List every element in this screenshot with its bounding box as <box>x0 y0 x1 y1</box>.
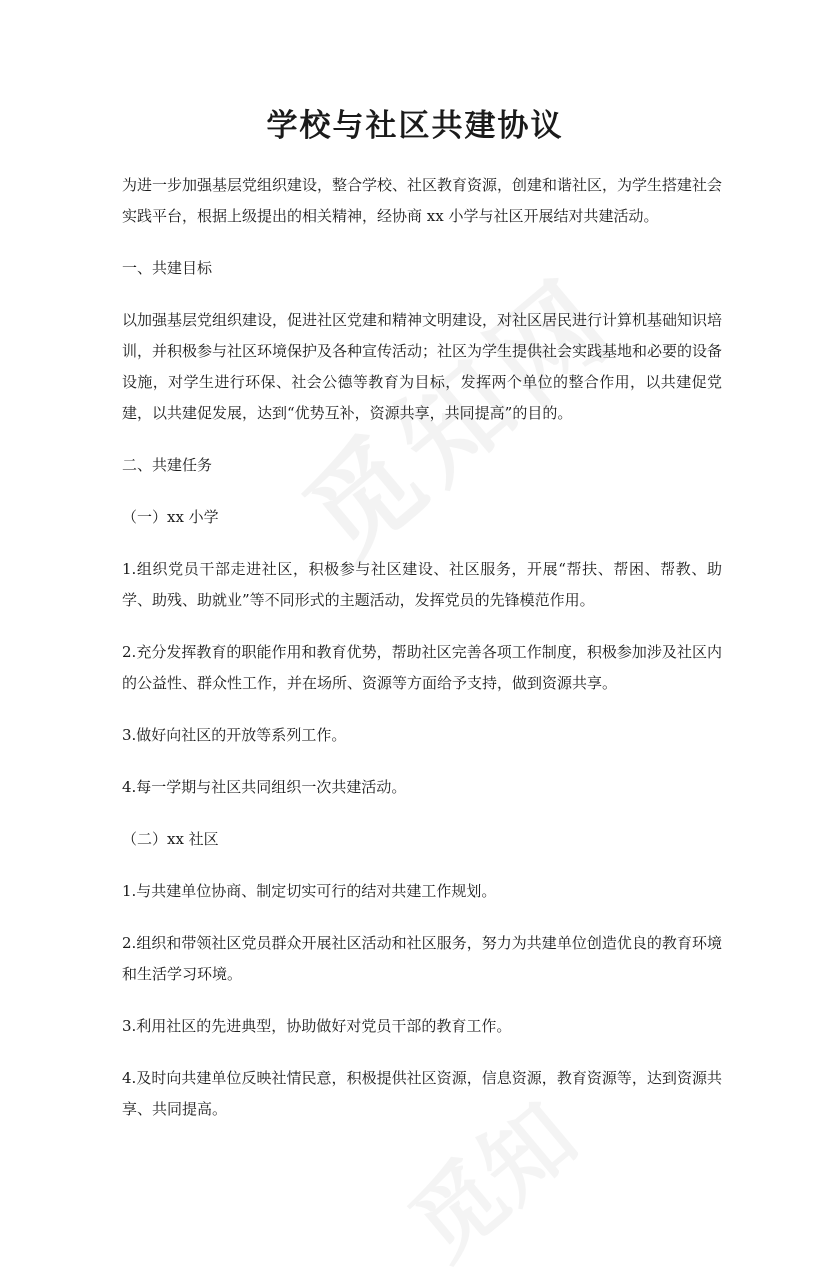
community-item-3: 3.利用社区的先进典型，协助做好对党员干部的教育工作。 <box>122 1017 512 1035</box>
document-title: 学校与社区共建协议 <box>266 108 564 144</box>
community-item-4: 4.及时向共建单位反映社情民意，积极提供社区资源，信息资源，教育资源等，达到资源共享、共同提高。 <box>122 1069 722 1118</box>
intro-paragraph: 为进一步加强基层党组织建设，整合学校、社区教育资源，创建和谐社区，为学生搭建社会实践平台，根据上级提出的相关精神，经协商 xx 小学与社区开展结对共建活动。 <box>122 176 723 225</box>
section-heading-tasks: 二、共建任务 <box>122 456 213 474</box>
document-body <box>122 170 722 1146</box>
school-item-4: 4.每一学期与社区共同组织一次共建活动。 <box>122 778 407 796</box>
subsection-heading-community: （二）xx 社区 <box>122 830 219 848</box>
community-item-2: 2.组织和带领社区党员群众开展社区活动和社区服务，努力为共建单位创造优良的教育环境和生活学习环境。 <box>122 934 722 983</box>
school-item-2: 2.充分发挥教育的职能作用和教育优势，帮助社区完善各项工作制度，积极参加涉及社区内的公益性、群众性工作，并在场所、资源等方面给予支持，做到资源共享。 <box>122 643 722 692</box>
goals-paragraph: 以加强基层党组织建设，促进社区党建和精神文明建设，对社区居民进行计算机基础知识培训，并积极参与社区环境保护及各种宣传活动；社区为学生提供社会实践基地和必要的设备设施，对学生进行环保、社会公德等教育为目标，发挥两个单位的整合作用，以共建促党建，以共建促发展，达到“优势互补，资源共享，共同提高”的目的。 <box>122 311 723 422</box>
section-heading-goals: 一、共建目标 <box>122 259 213 277</box>
school-item-1: 1.组织党员干部走进社区，积极参与社区建设、社区服务，开展“帮扶、帮困、帮教、助学、助残、助就业”等不同形式的主题活动，发挥党员的先锋模范作用。 <box>122 560 722 609</box>
community-item-1: 1.与共建单位协商、制定切实可行的结对共建工作规划。 <box>122 882 497 900</box>
school-item-3: 3.做好向社区的开放等系列工作。 <box>122 726 347 744</box>
subsection-heading-school: （一）xx 小学 <box>122 508 219 526</box>
